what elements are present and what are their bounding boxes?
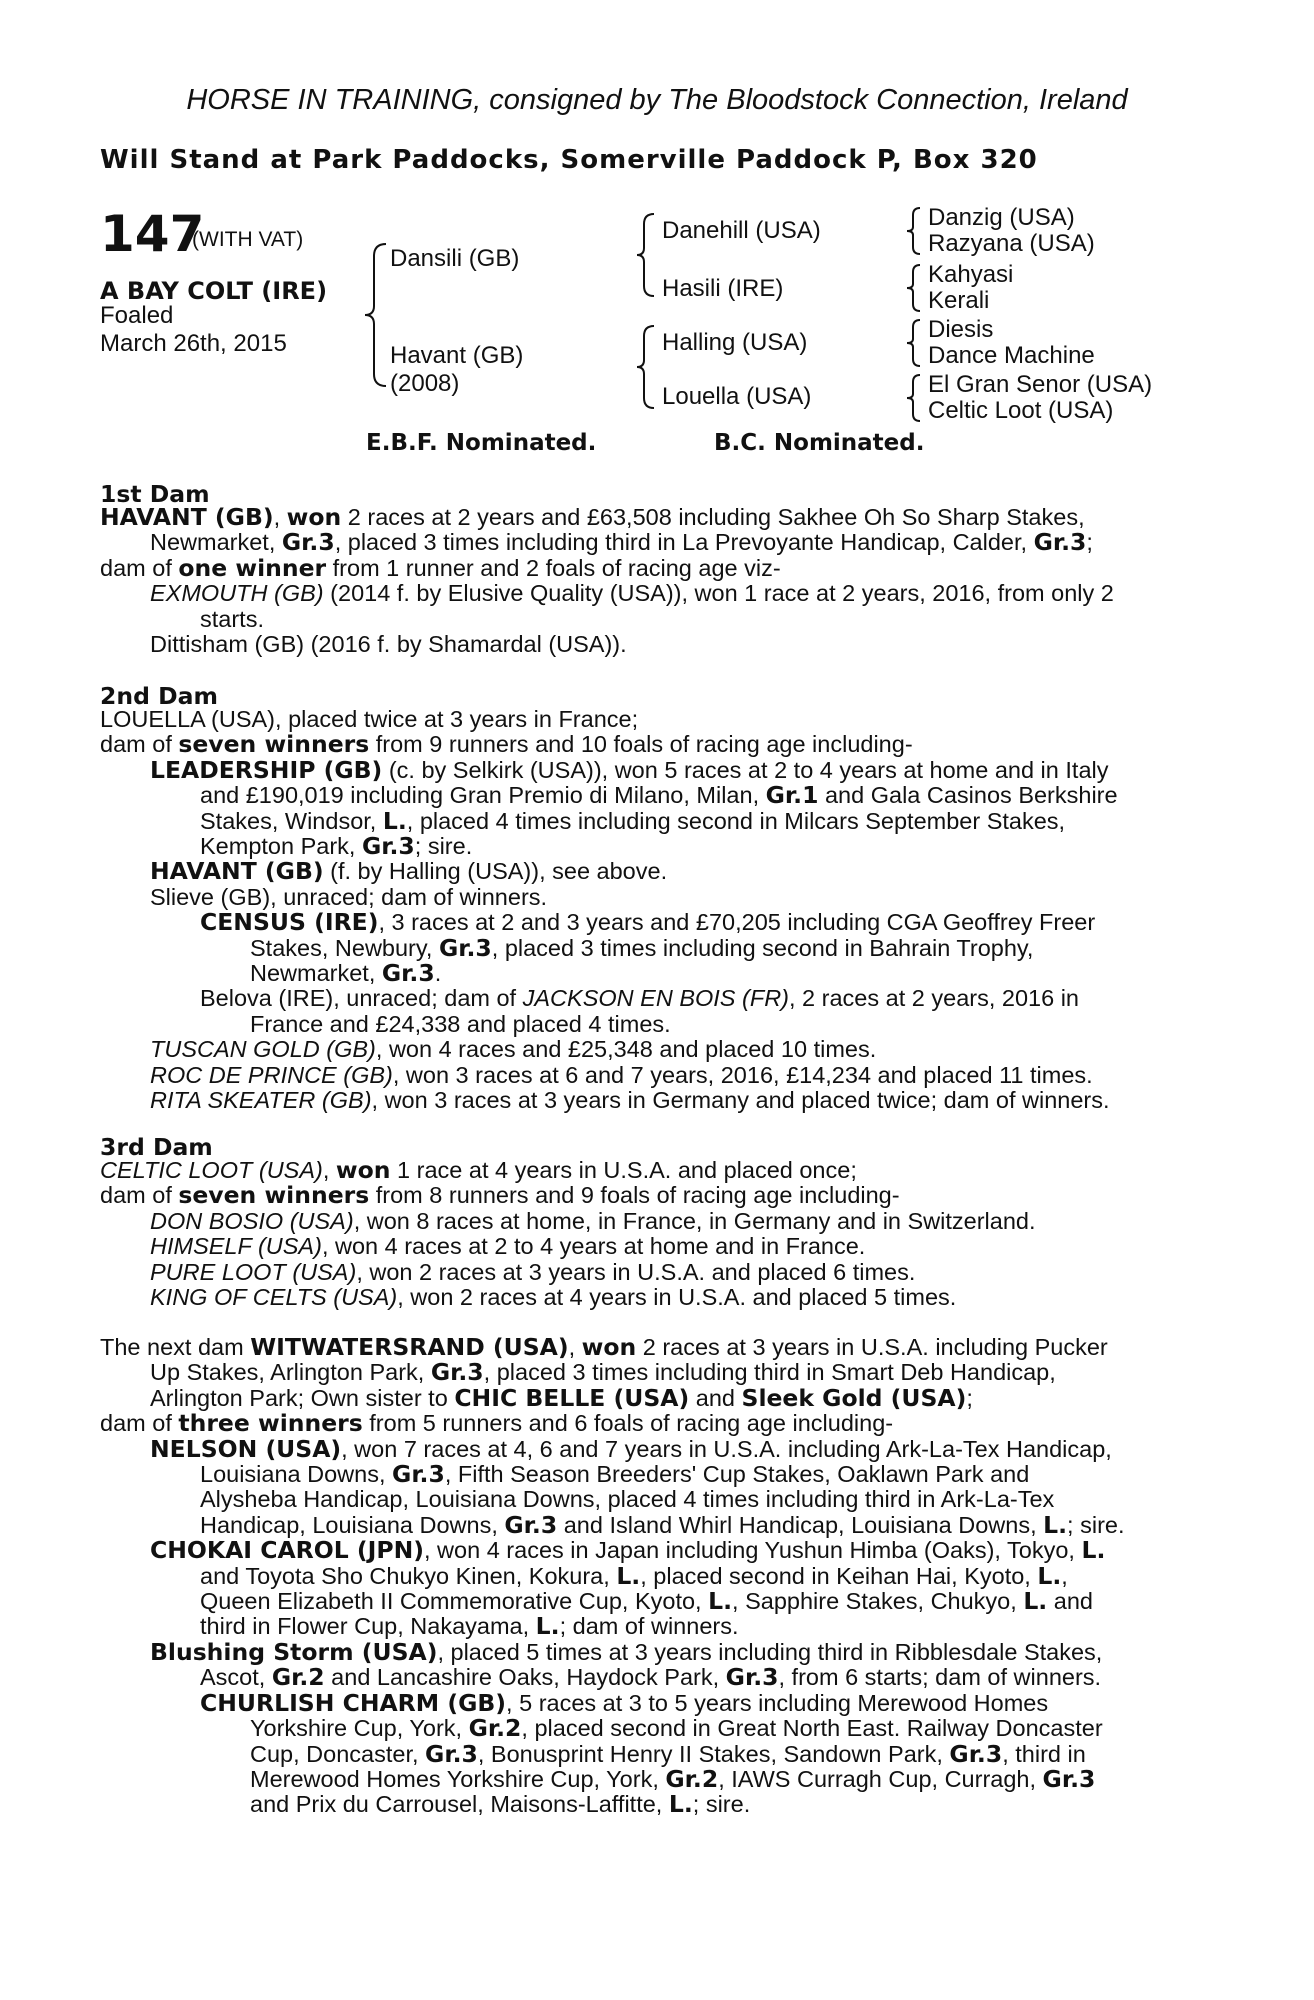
dam-dam: Louella (USA) [662, 383, 812, 410]
dsd: Dance Machine [928, 342, 1095, 369]
sire: Dansili (GB) [390, 245, 520, 272]
dds: El Gran Senor (USA) [928, 371, 1153, 398]
sire-dam: Hasili (IRE) [662, 275, 784, 302]
horse-name: A BAY COLT (IRE) [100, 277, 328, 305]
first-dam-text: HAVANT (GB), won 2 races at 2 years and £63,508 including Sakhee Oh So Sharp Stakes, Newmarket, Gr.3, placed 3 times including third in La Prevoyante Handicap, Calder, Gr.3; dam of one winner from 1 runner and 2 foals of racing age viz- EXMOUTH (GB) (2014 f. by Elusive Quality (USA)), won 1 race at 2 years, 2016, from only 2 starts. Dittisham (GB) (2016 f. by Shamardal (USA)). [100, 503, 1114, 658]
sdd: Kerali [928, 287, 990, 314]
third-dam-text: CELTIC LOOT (USA), won 1 race at 4 years in U.S.A. and placed once; dam of seven winners from 8 runners and 9 foals of racing age including- DON BOSIO (USA), won 8 races at home, in France, in Germany and in Switzerland. HIMSELF (USA), won 4 races at 2 to 4 years at home and in France. PURE LOOT (USA), won 2 races at 3 years in U.S.A. and placed 6 times. KING OF CELTS (USA), won 2 races at 4 years in U.S.A. and placed 5 times. [100, 1156, 1036, 1311]
ddd: Celtic Loot (USA) [928, 397, 1114, 424]
next-dam-text: The next dam WITWATERSRAND (USA), won 2 races at 3 years in U.S.A. including Pucker Up Stakes, Arlington Park, Gr.3, placed 3 times including third in Smart Deb Handicap, Arlington Park; Own sister to CHIC BELLE (USA) and Sleek Gold (USA); dam of three winners from 5 runners and 6 foals of racing age including- NELSON (USA), won 7 races at 4, 6 and 7 years in U.S.A. including Ark-La-Tex Handicap, Louisiana Downs, Gr.3, Fifth Season Breeders' Cup Stakes, Oaklawn Park and Alysheba Handicap, Louisiana Downs, placed 4 times including third in Ark-La-Tex Handicap, Louisiana Downs, Gr.3 and Island Whirl Handicap, Louisiana Downs, L.; sire. CHOKAI CAROL (JPN), won 4 races in Japan including Yushun Himba (Oaks), Tokyo, L. and Toyota Sho Chukyo Kinen, Kokura, L., placed second in Keihan Hai, Kyoto, L., Queen Elizabeth II Commemorative Cup, Kyoto, L., Sapphire Stakes, Chukyo, L. and third in Flower Cup, Nakayama, L.; dam of winners. Blushing Storm (USA), placed 5 times at 3 years including third in Ribblesdale Stakes, Ascot, Gr.2 and Lancashire Oaks, Haydock Park, Gr.3, from 6 starts; dam of winners. CHURLISH CHARM (GB), 5 races at 3 to 5 years including Merewood Homes Yorkshire Cup, York, Gr.2, placed second in Great North East. Railway Doncaster Cup, Doncaster, Gr.3, Bonusprint Henry II Stakes, Sandown Park, Gr.3, third in Merewood Homes Yorkshire Cup, York, Gr.2, IAWS Curragh Cup, Curragh, Gr.3 and Prix du Carrousel, Maisons-Laffitte, L.; sire. [100, 1333, 1125, 1819]
sss: Danzig (USA) [928, 204, 1075, 231]
ebf-nominated: E.B.F. Nominated. [366, 430, 597, 456]
sire-line-brace [634, 210, 658, 300]
section-1st-dam: 1st Dam [100, 480, 210, 508]
dam-line-brace [634, 322, 658, 412]
vat-note: (WITH VAT) [192, 228, 304, 251]
brace-3 [904, 317, 924, 369]
brace-2 [904, 262, 924, 314]
section-3rd-dam: 3rd Dam [100, 1133, 213, 1161]
section-2nd-dam: 2nd Dam [100, 682, 218, 710]
stand-location: Will Stand at Park Paddocks, Somerville Paddock P, Box 320 [100, 145, 1038, 175]
sire-sire: Danehill (USA) [662, 217, 821, 244]
bc-nominated: B.C. Nominated. [714, 430, 925, 456]
foaled-date: March 26th, 2015 [100, 330, 287, 357]
brace-1 [904, 205, 924, 257]
second-dam-text: LOUELLA (USA), placed twice at 3 years in France; dam of seven winners from 9 runners and 10 foals of racing age including- LEADERSHIP (GB) (c. by Selkirk (USA)), won 5 races at 2 to 4 years at home and in Italy and £190,019 including Gran Premio di Milano, Milan, Gr.1 and Gala Casinos Berkshire Stakes, Windsor, L., placed 4 times including second in Milcars September Stakes, Kempton Park, Gr.3; sire. HAVANT (GB) (f. by Halling (USA)), see above. Slieve (GB), unraced; dam of winners. CENSUS (IRE), 3 races at 2 and 3 years and £70,205 including CGA Geoffrey Freer Stakes, Newbury, Gr.3, placed 3 times including second in Bahrain Trophy, Newmarket, Gr.3. Belova (IRE), unraced; dam of JACKSON EN BOIS (FR), 2 races at 2 years, 2016 in France and £24,338 and placed 4 times. TUSCAN GOLD (GB), won 4 races and £25,348 and placed 10 times. ROC DE PRINCE (GB), won 3 races at 6 and 7 years, 2016, £14,234 and placed 11 times. RITA SKEATER (GB), won 3 races at 3 years in Germany and placed twice; dam of winners. [100, 706, 1118, 1114]
brace-4 [904, 372, 924, 424]
dam-sire: Halling (USA) [662, 329, 808, 356]
dam: Havant (GB) [390, 342, 524, 369]
sds: Kahyasi [928, 261, 1014, 288]
foaled-label: Foaled [100, 302, 174, 329]
dss: Diesis [928, 316, 994, 343]
dam-year: (2008) [390, 370, 460, 397]
page-title: HORSE IN TRAINING, consigned by The Bloodstock Connection, Ireland [186, 84, 1128, 116]
sire-dam-brace [360, 240, 392, 390]
lot-number: 147 [100, 205, 205, 263]
ssd: Razyana (USA) [928, 230, 1095, 257]
